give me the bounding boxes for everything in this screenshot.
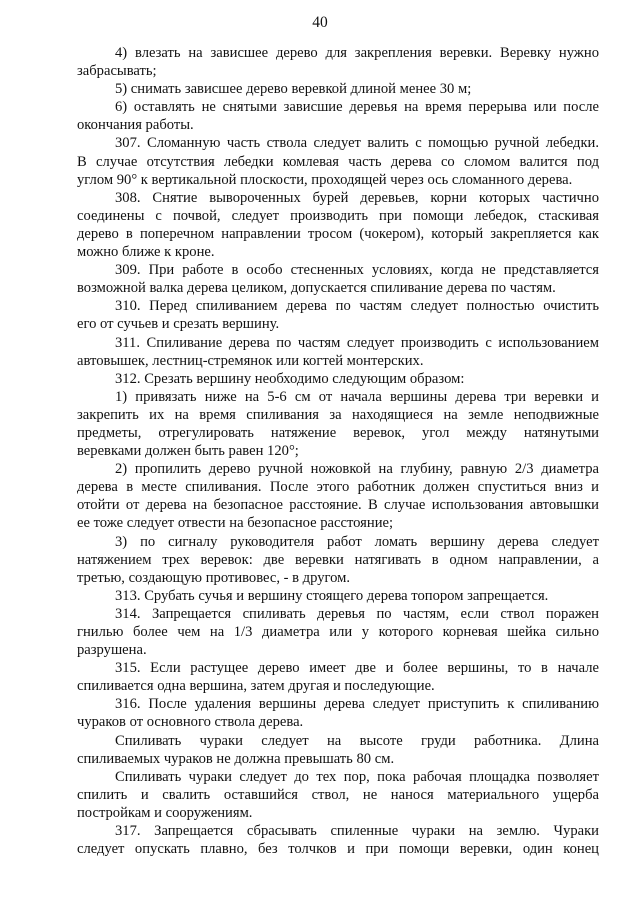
text-line: спиливаемых чураков не должна превышать 80 см. — [77, 750, 395, 767]
paragraph — [77, 334, 599, 370]
text-line: 311. Спиливание дерева по частям следует производить с использованием — [115, 334, 599, 351]
paragraph — [77, 388, 599, 460]
text-line: 4) влезать на зависшее дерево для закрепления веревки. Веревку нужно — [115, 45, 599, 61]
paragraph — [77, 460, 599, 532]
text-line: постройкам и сооружениям. — [77, 804, 253, 821]
text-line: спиливается одна вершина, затем другая и последующие. — [77, 678, 435, 695]
paragraph — [77, 605, 599, 659]
text-line: 309. При работе в особо стесненных условиях, когда не представляется — [115, 262, 599, 279]
text-line: можно ближе к кроне. — [77, 244, 215, 261]
text-line: закрепить их на время спиливания за находящиеся на земле неподвижные — [77, 406, 599, 423]
text-line: дерева в месте спиливания. После этого работник должен спуститься вниз и — [77, 479, 599, 496]
paragraph — [77, 533, 599, 587]
text-line: Спиливать чураки следует на высоте груди работника. Длина — [115, 732, 599, 749]
text-line: ее тоже следует отвести на безопасное расстояние; — [77, 515, 394, 532]
paragraph — [77, 98, 599, 134]
text-line: 315. Если растущее дерево имеет две и более вершины, то в начале — [115, 660, 599, 677]
document-body — [77, 44, 599, 858]
text-line: 314. Запрещается спиливать деревья по частям, если ствол поражен — [115, 605, 599, 622]
text-line: углом 90° к вертикальной плоскости, проходящей через ось сломанного дерева. — [77, 171, 573, 188]
paragraph — [77, 587, 599, 605]
text-line: 313. Срубать сучья и вершину стоящего дерева топором запрещается. — [115, 587, 549, 604]
paragraph — [77, 822, 599, 858]
page-number: 40 — [312, 14, 328, 31]
text-line: предметы, отрегулировать натяжение веревок, угол между натянутыми — [77, 424, 599, 441]
text-line: 308. Снятие вывороченных бурей деревьев, корни которых частично — [115, 189, 599, 206]
text-line: разрушена. — [77, 642, 147, 659]
text-line: 2) пропилить дерево ручной ножовкой на глубину, равную 2/3 диаметра — [115, 461, 599, 478]
text-line: окончания работы. — [77, 117, 194, 134]
text-line: 312. Срезать вершину необходимо следующим образом: — [115, 370, 465, 387]
paragraph — [77, 80, 599, 98]
text-line: возможной валка дерева целиком, допускается спиливание дерева по частям. — [77, 280, 556, 297]
text-line: спилить и свалить оставшийся ствол, не нанося материального ущерба — [77, 786, 599, 803]
text-line: отойти от дерева на безопасное расстояние. В случае использования автовышки — [77, 497, 599, 514]
paragraph — [77, 297, 599, 333]
text-line: 317. Запрещается сбрасывать спиленные чураки на землю. Чураки — [115, 823, 599, 840]
text-line: третью, создающую противовес, - в другом. — [77, 569, 351, 586]
text-line: 3) по сигналу руководителя работ ломать вершину дерева следует — [115, 533, 599, 550]
text-line: 310. Перед спиливанием дерева по частям следует полностью очистить — [115, 298, 599, 315]
paragraph — [77, 261, 599, 297]
paragraph — [77, 370, 599, 388]
paragraph — [77, 134, 599, 188]
paragraph — [77, 189, 599, 261]
text-line: его от сучьев и срезать вершину. — [77, 316, 280, 333]
text-line: забрасывать; — [77, 63, 157, 80]
text-line: гнилью более чем на 1/3 диаметра или у которого корневая шейка сильно — [77, 624, 599, 640]
text-line: 5) снимать зависшее дерево веревкой длиной менее 30 м; — [115, 81, 472, 98]
text-line: соединены с почвой, следует производить при помощи лебедок, стаскивая — [77, 207, 599, 224]
paragraph — [77, 768, 599, 822]
text-line: 1) привязать ниже на 5-6 см от начала вершины дерева три веревки и — [115, 388, 599, 405]
paragraph — [77, 44, 599, 80]
text-line: 6) оставлять не снятыми зависшие деревья на время перерыва или после — [115, 99, 599, 116]
paragraph — [77, 695, 599, 731]
text-line: дерево в поперечном направлении тросом (чокером), который закрепляется как — [77, 225, 599, 242]
text-line: Спиливать чураки следует до тех пор, пока рабочая площадка позволяет — [115, 768, 599, 785]
paragraph — [77, 732, 599, 768]
text-line: натяжением трех веревок: две веревки натягивать в одном направлении, а — [77, 551, 599, 568]
text-line: В случае отсутствия лебедки комлевая часть дерева со сломом валится под — [77, 153, 599, 170]
text-line: 307. Сломанную часть ствола следует валить с помощью ручной лебедки. — [115, 135, 599, 152]
paragraph — [77, 659, 599, 695]
text-line: чураков от основного ствола дерева. — [77, 714, 304, 731]
text-line: веревками должен быть равен 120°; — [77, 443, 299, 460]
text-line: следует опускать плавно, без толчков и при помощи веревки, один конец — [77, 841, 599, 858]
text-line: 316. После удаления вершины дерева следует приступить к спиливанию — [115, 696, 599, 713]
text-line: автовышек, лестниц-стремянок или когтей монтерских. — [77, 352, 424, 369]
